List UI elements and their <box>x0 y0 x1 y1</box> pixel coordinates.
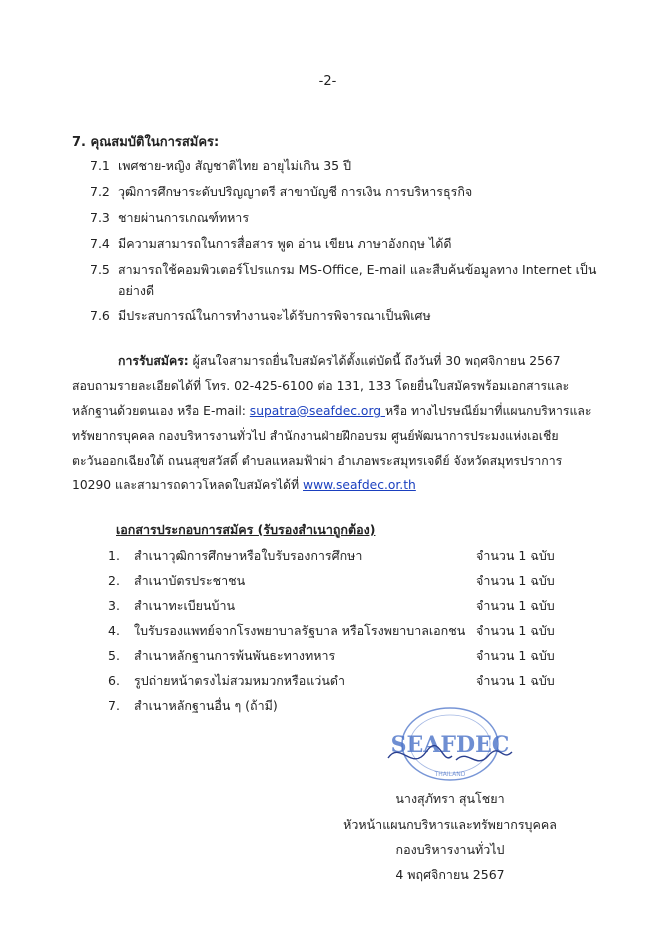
application-text: หลักฐานด้วยตนเอง หรือ E-mail: <box>72 404 250 418</box>
qualification-item <box>90 260 596 280</box>
application-line <box>118 352 561 371</box>
document-row <box>108 671 578 691</box>
item-text: เพศชาย-หญิง สัญชาติไทย อายุไม่เกิน 35 ปี <box>118 158 352 173</box>
item-number: 7.3 <box>90 210 110 225</box>
document-number: 3. <box>108 598 120 613</box>
document-text: สำเนาหลักฐานอื่น ๆ (ถ้ามี) <box>134 698 278 713</box>
qualification-item <box>90 156 351 176</box>
document-number: 4. <box>108 623 120 638</box>
document-text: รูปถ่ายหน้าตรงไม่สวมหมวกหรือแว่นดำ <box>134 673 345 688</box>
signature-date: 4 พฤศจิกายน 2567 <box>395 867 505 882</box>
stamp-subtext: THAILAND <box>434 771 466 778</box>
application-line <box>72 402 592 421</box>
documents-heading: เอกสารประกอบการสมัคร (รับรองสำเนาถูกต้อง) <box>116 522 376 537</box>
qualification-item <box>90 208 249 228</box>
item-text: วุฒิการศึกษาระดับปริญญาตรี สาขาบัญชี การเงิน การบริหารธุรกิจ <box>118 184 473 199</box>
signatory-name: นางสุภัทรา สุนโชยา <box>395 791 505 806</box>
document-row <box>108 596 578 616</box>
item-number: 7.6 <box>90 308 110 323</box>
application-label: การรับสมัคร: <box>118 354 189 368</box>
item-number: 7.4 <box>90 236 110 251</box>
stamp-text: SEAFDEC <box>390 732 510 758</box>
document-copies: จำนวน 1 ฉบับ <box>476 673 555 688</box>
item-text: มีความสามารถในการสื่อสาร พูด อ่าน เขียน ภาษาอังกฤษ ได้ดี <box>118 236 452 251</box>
page-number: -2- <box>318 74 337 89</box>
document-row <box>108 646 578 666</box>
application-line: สอบถามรายละเอียดได้ที่ โทร. 02-425-6100 ต่อ 131, 133 โดยยื่นใบสมัครพร้อมเอกสารและ <box>72 379 570 393</box>
document-row <box>108 621 578 641</box>
signatory-division: กองบริหารงานทั่วไป <box>395 842 505 857</box>
qualification-item <box>90 182 472 202</box>
application-text: หรือ ทางไปรษณีย์มาที่แผนกบริหารและ <box>385 404 592 418</box>
document-copies: จำนวน 1 ฉบับ <box>476 548 555 563</box>
document-text: สำเนาหลักฐานการพ้นพันธะทางทหาร <box>134 648 336 663</box>
application-line: ตะวันออกเฉียงใต้ ถนนสุขสวัสดิ์ ตำบลแหลมฟ้าผ่า อำเภอพระสมุทรเจดีย์ จังหวัดสมุทรปราการ <box>72 454 563 468</box>
item-text: ชายผ่านการเกณฑ์ทหาร <box>118 210 250 225</box>
document-row <box>108 546 578 566</box>
document-number: 2. <box>108 573 120 588</box>
document-copies: จำนวน 1 ฉบับ <box>476 648 555 663</box>
document-text: สำเนาวุฒิการศึกษาหรือใบรับรองการศึกษา <box>134 548 363 563</box>
item-continuation: อย่างดี <box>118 283 155 298</box>
qualification-item <box>90 306 431 326</box>
application-line <box>72 476 416 495</box>
document-copies: จำนวน 1 ฉบับ <box>476 623 555 638</box>
application-text: ผู้สนใจสามารถยื่นใบสมัครได้ตั้งแต่บัดนี้ ถึงวันที่ 30 พฤศจิกายน 2567 <box>192 354 561 368</box>
document-number: 6. <box>108 673 120 688</box>
document-copies: จำนวน 1 ฉบับ <box>476 598 555 613</box>
application-line: ทรัพยากรบุคคล กองบริหารงานทั่วไป สำนักงานฝ่ายฝึกอบรม ศูนย์พัฒนาการประมงแห่งเอเชีย <box>72 429 559 443</box>
document-text: สำเนาทะเบียนบ้าน <box>134 598 236 613</box>
document-number: 1. <box>108 548 120 563</box>
signatory-position: หัวหน้าแผนกบริหารและทรัพยากรบุคคล <box>343 817 557 832</box>
document-text: สำเนาบัตรประชาชน <box>134 573 246 588</box>
item-number: 7.5 <box>90 262 110 277</box>
item-text: มีประสบการณ์ในการทำงานจะได้รับการพิจารณาเป็นพิเศษ <box>118 308 431 323</box>
document-number: 5. <box>108 648 120 663</box>
document-row <box>108 571 578 591</box>
qualifications-heading: 7. คุณสมบัติในการสมัคร: <box>72 135 220 150</box>
document-copies: จำนวน 1 ฉบับ <box>476 573 555 588</box>
item-number: 7.2 <box>90 184 110 199</box>
application-text: 10290 และสามารถดาวโหลดใบสมัครได้ที่ <box>72 478 304 492</box>
email-link[interactable]: supatra@seafdec.org <box>249 404 386 418</box>
item-text: สามารถใช้คอมพิวเตอร์โปรแกรม MS-Office, E-mail และสืบค้นข้อมูลทาง Internet เป็น <box>118 262 597 277</box>
website-link[interactable]: www.seafdec.or.th <box>303 478 416 492</box>
seafdec-stamp <box>380 700 520 788</box>
document-text: ใบรับรองแพทย์จากโรงพยาบาลรัฐบาล หรือโรงพยาบาลเอกชน <box>134 623 466 638</box>
qualification-item <box>90 234 452 254</box>
item-number: 7.1 <box>90 158 110 173</box>
document-number: 7. <box>108 698 120 713</box>
